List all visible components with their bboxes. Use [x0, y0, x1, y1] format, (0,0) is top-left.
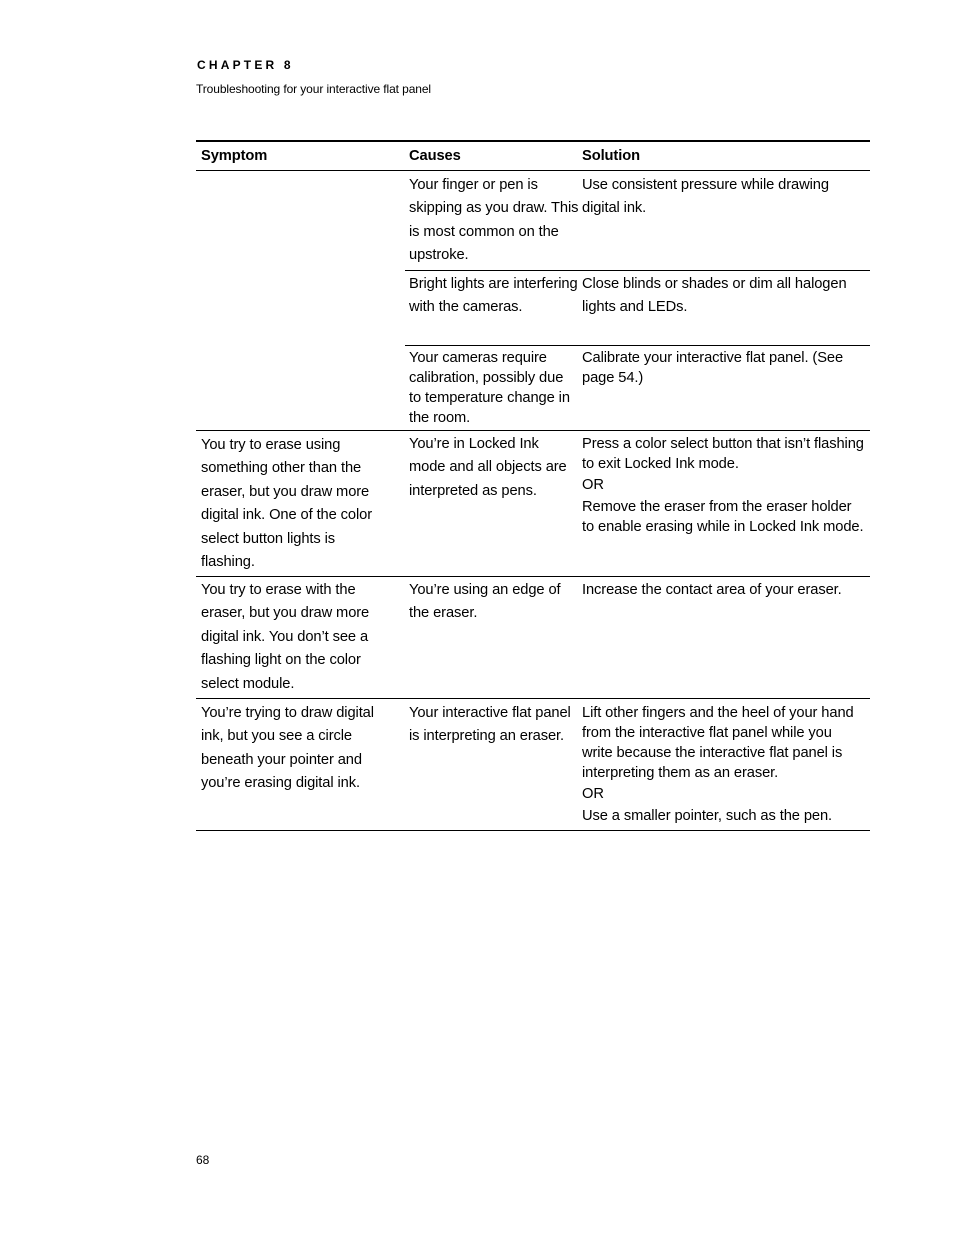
- table-top-rule: [196, 140, 870, 142]
- chapter-subtitle: Troubleshooting for your interactive flat panel: [196, 82, 431, 96]
- row-rule: [196, 430, 870, 431]
- row-rule: [196, 698, 870, 699]
- row-rule: [405, 576, 870, 577]
- solution-text: Remove the eraser from the eraser holder to enable erasing while in Locked Ink mode.: [582, 499, 864, 535]
- column-header-solution: Solution: [582, 148, 640, 164]
- table-bottom-rule: [196, 830, 870, 831]
- cause-cell: Your finger or pen is skipping as you draw. This is most common on the upstroke.: [409, 177, 579, 264]
- solution-text: Lift other fingers and the heel of your hand from the interactive flat panel while you write because the interactive flat panel is interpreting them as an eraser.: [582, 705, 854, 781]
- solution-cell: Close blinds or shades or dim all halogen lights and LEDs.: [582, 276, 847, 316]
- cause-cell: Your cameras require calibration, possibly due to temperature change in the room.: [409, 350, 570, 426]
- row-rule: [405, 345, 870, 346]
- chapter-label: CHAPTER 8: [197, 58, 294, 72]
- symptom-cell: You’re trying to draw digital ink, but you see a circle beneath your pointer and you’re erasing digital ink.: [201, 705, 374, 792]
- row-rule: [405, 270, 870, 271]
- solution-cell: [582, 434, 866, 537]
- cause-cell: You’re using an edge of the eraser.: [409, 582, 561, 622]
- cause-cell: Bright lights are interfering with the cameras.: [409, 276, 578, 316]
- cause-cell: You’re in Locked Ink mode and all objects are interpreted as pens.: [409, 436, 567, 499]
- symptom-cell: You try to erase using something other than the eraser, but you draw more digital ink. One of the color select button lights is flashing.: [201, 437, 372, 571]
- column-header-symptom: Symptom: [201, 148, 268, 164]
- cause-cell: Your interactive flat panel is interpreting an eraser.: [409, 705, 571, 745]
- header-rule: [196, 170, 870, 171]
- column-header-causes: Causes: [409, 148, 461, 164]
- solution-or: OR: [582, 786, 604, 802]
- solution-text: Use a smaller pointer, such as the pen.: [582, 808, 833, 824]
- solution-cell: Use consistent pressure while drawing digital ink.: [582, 177, 829, 217]
- solution-text: Press a color select button that isn’t flashing to exit Locked Ink mode.: [582, 436, 864, 472]
- page-number: 68: [196, 1153, 210, 1167]
- solution-cell: Calibrate your interactive flat panel. (See page 54.): [582, 350, 844, 386]
- row-rule: [196, 576, 405, 577]
- solution-or: OR: [582, 477, 604, 493]
- solution-cell: [582, 703, 866, 826]
- symptom-cell: You try to erase with the eraser, but you draw more digital ink. You don’t see a flashing light on the color select module.: [201, 582, 370, 692]
- solution-cell: Increase the contact area of your eraser.: [582, 582, 842, 598]
